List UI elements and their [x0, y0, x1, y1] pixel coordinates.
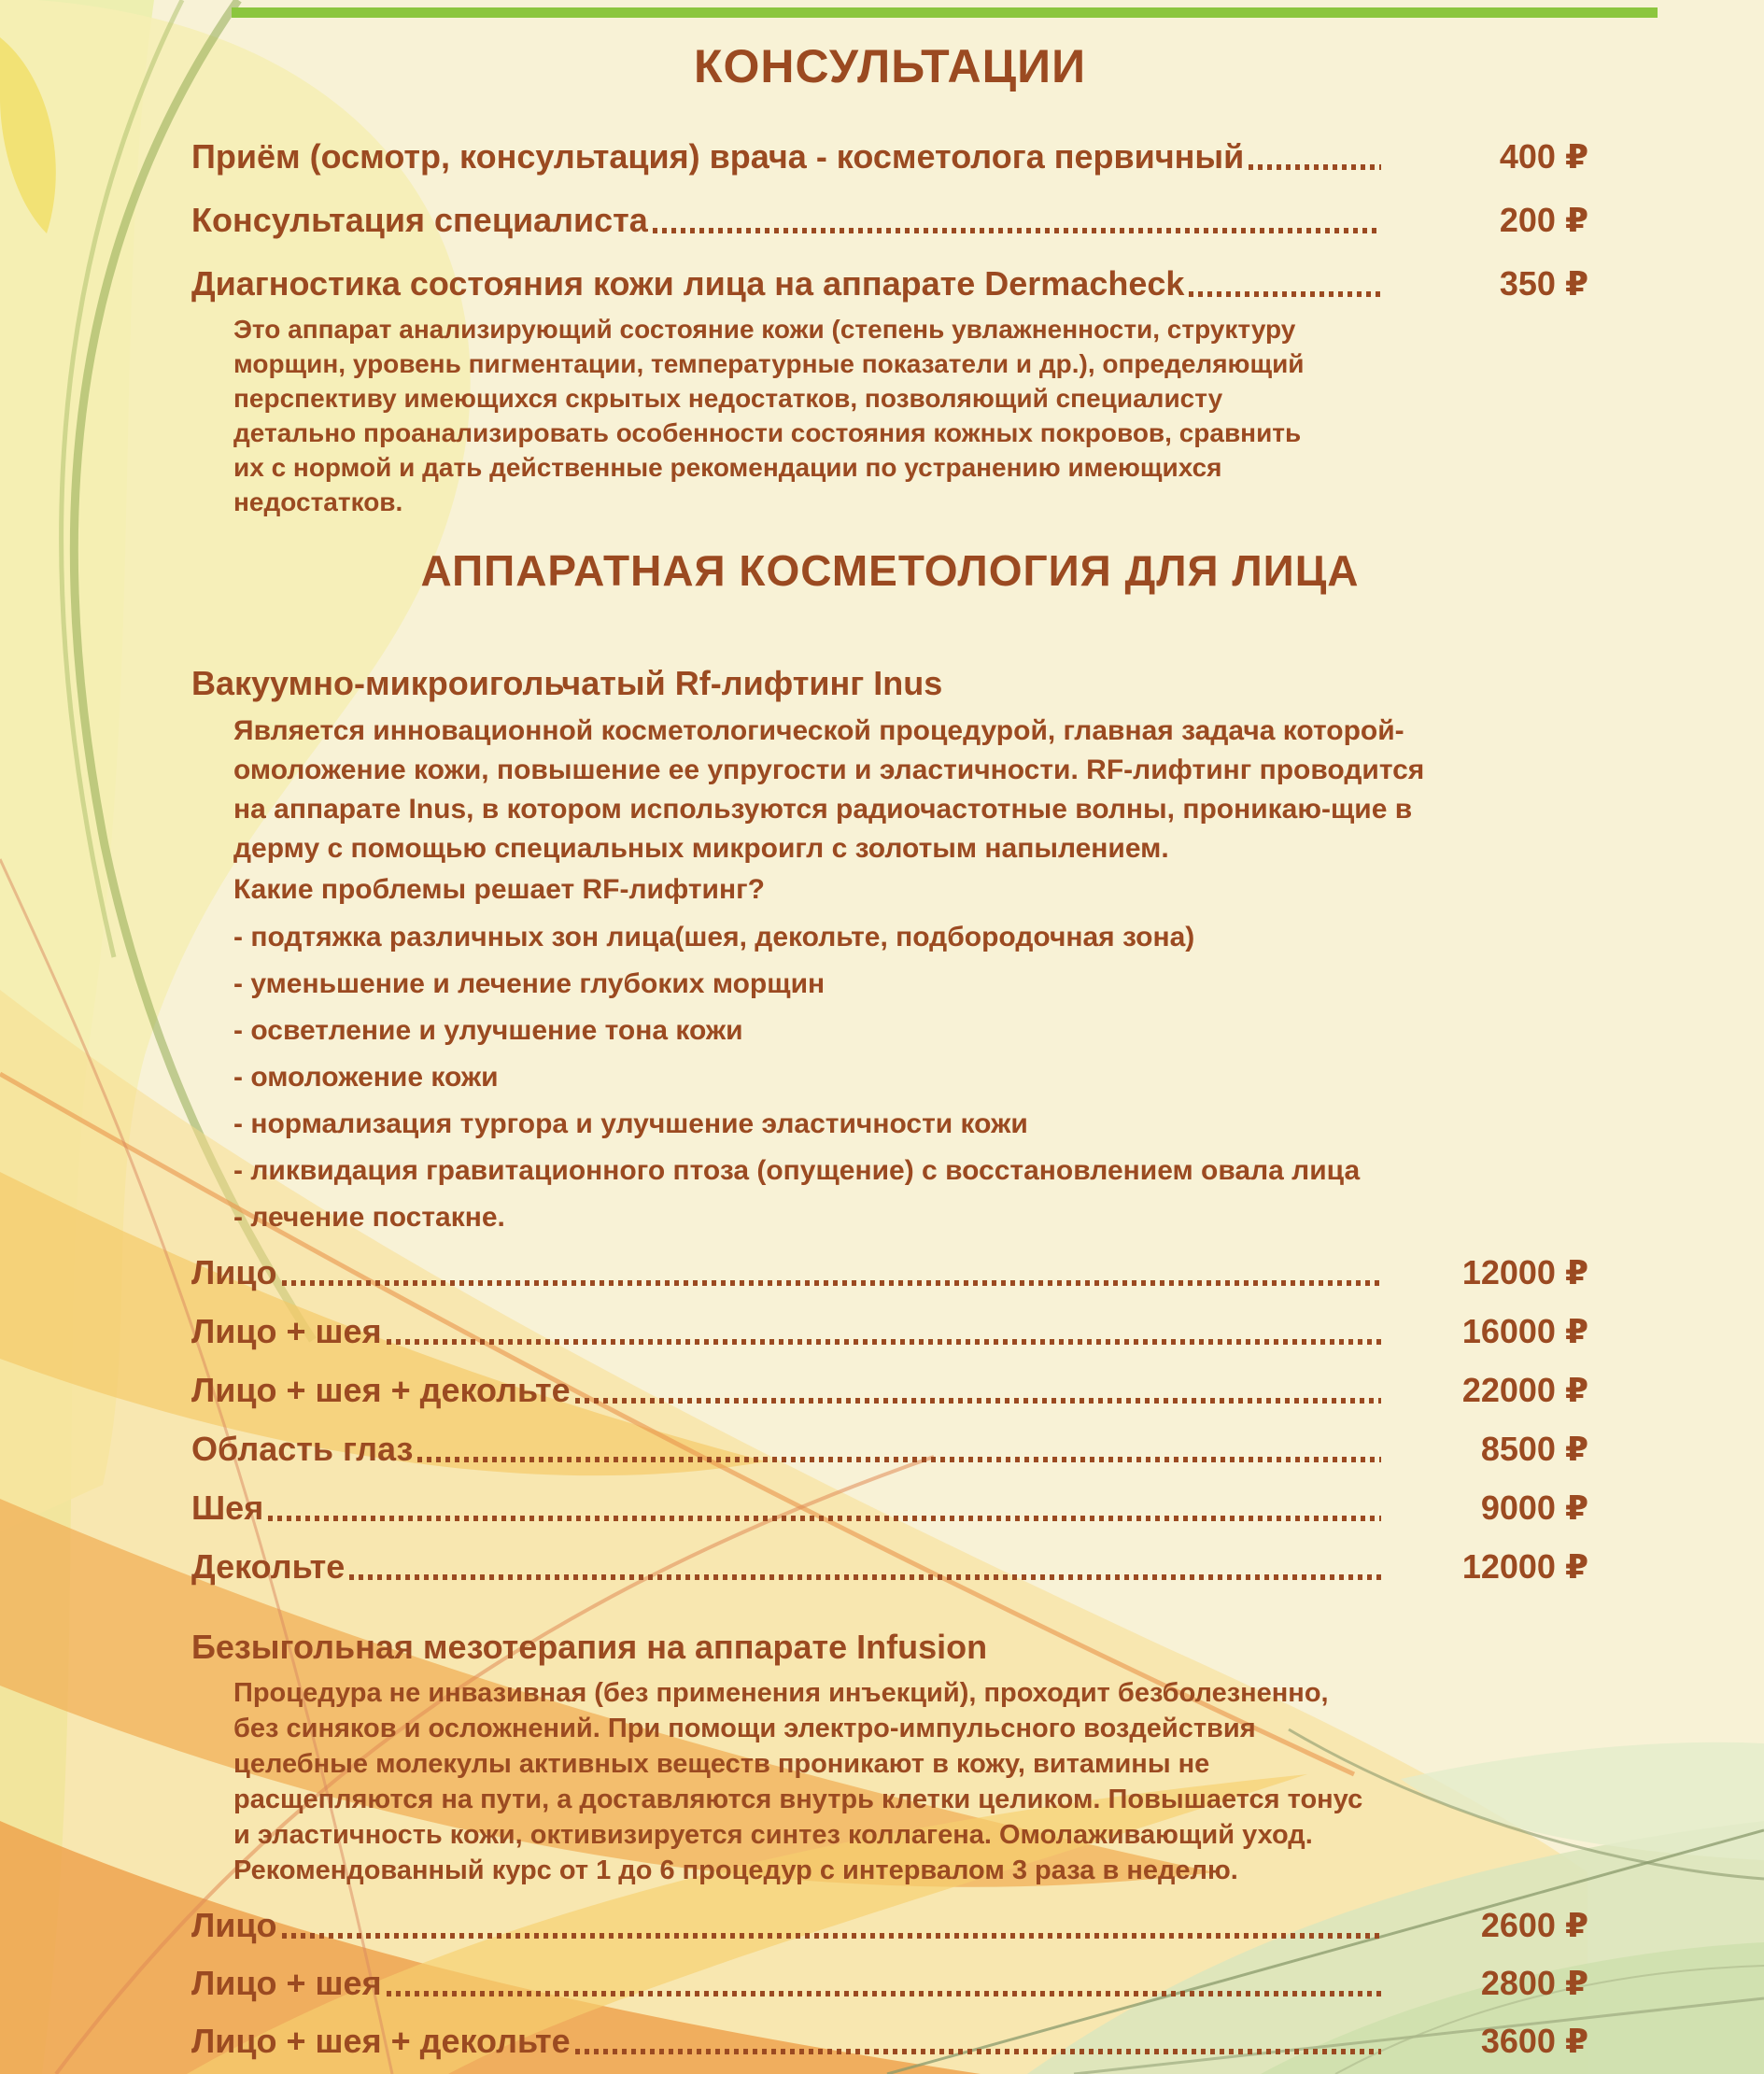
service-label: Лицо + шея + декольте [191, 1371, 571, 1409]
consultations-heading: КОНСУЛЬТАЦИИ [693, 40, 1087, 92]
service-price: 12000 ₽ [1461, 1253, 1588, 1291]
dotted-leader [1189, 291, 1381, 297]
hardware-section-heading: АППАРАТНАЯ КОСМЕТОЛОГИЯ ДЛЯ ЛИЦА [420, 546, 1360, 595]
mesotherapy-title: Безыгольная мезотерапия на аппарате Infusion [191, 1628, 988, 1666]
price-row [191, 1370, 1588, 1411]
rf-problem-item: - нормализация тургора и улучшение эластичности кожи [233, 1108, 1028, 1139]
service-price: 9000 ₽ [1480, 1488, 1588, 1527]
rf-lifting-price-list [191, 1252, 1588, 1587]
service-price: 400 ₽ [1499, 137, 1588, 176]
dotted-leader [653, 228, 1381, 233]
service-label: Консультация специалиста [191, 201, 648, 239]
rf-problem-item: - ликвидация гравитационного птоза (опущение) с восстановлением овала лица [233, 1155, 1361, 1186]
service-label: Лицо [191, 1253, 277, 1291]
service-label: Приём (осмотр, консультация) врача - косметолога первичный [191, 137, 1245, 176]
dotted-leader [575, 1398, 1381, 1404]
rf-lifting-title: Вакуумно-микроигольчатый Rf-лифтинг Inus [191, 664, 943, 702]
rf-lifting-description: Является инновационной косметологической процедурой, главная задача которой- омоложение кожи, повышение ее упругости и эластичности. RF-лифтинг проводится на аппарате Inus, в котором используются радиочастотные волны, проникаю-щие в дерму с помощью специальных микроигл с золотым напылением. [233, 715, 1425, 864]
dotted-leader [349, 1574, 1381, 1580]
service-price: 200 ₽ [1499, 201, 1588, 239]
price-row [191, 263, 1588, 304]
rf-problems-list [233, 921, 1588, 1235]
service-price: 16000 ₽ [1461, 1312, 1588, 1350]
price-row [191, 136, 1588, 177]
service-label: Диагностика состояния кожи лица на аппарате Dermacheck [191, 264, 1185, 303]
mesotherapy-description: Процедура не инвазивная (без применения инъекций), проходит безболезненно, без синяков и осложнений. При помощи электро-импульсного воздействия целебные молекулы активных веществ проникают в кожу, витамины не расщепляются на пути, а доставляются внутрь клетки целиком. Повышается тонус и эластичность кожи, октивизируется синтез коллагена. Омолаживающий уход. Рекомендованный курс от 1 до 6 процедур с интервалом 3 раза в неделю. [233, 1678, 1363, 1885]
service-price: 2600 ₽ [1480, 1906, 1588, 1944]
dotted-leader [387, 1339, 1381, 1345]
service-label: Декольте [191, 1547, 346, 1586]
dotted-leader [282, 1933, 1381, 1939]
consultations-price-list [191, 136, 1588, 304]
price-row [191, 1252, 1588, 1293]
rf-problem-item: - подтяжка различных зон лица(шея, декольте, подбородочная зона) [233, 922, 1195, 952]
rf-problem-item: - уменьшение и лечение глубоких морщин [233, 968, 826, 999]
rf-problem-item: - омоложение кожи [233, 1062, 499, 1093]
rf-problem-item: - лечение постакне. [233, 1202, 505, 1233]
price-row [191, 1963, 1588, 2004]
service-label: Шея [191, 1488, 264, 1527]
dotted-leader [282, 1280, 1381, 1286]
price-row [191, 1488, 1588, 1529]
dotted-leader [1249, 164, 1381, 170]
price-row [191, 1546, 1588, 1587]
price-row [191, 1905, 1588, 1946]
rf-problem-item: - осветление и улучшение тона кожи [233, 1015, 743, 1046]
header-divider-bar [232, 7, 1658, 18]
dotted-leader [417, 1457, 1381, 1462]
dotted-leader [268, 1516, 1381, 1521]
rf-problems-heading: Какие проблемы решает RF-лифтинг? [233, 874, 765, 905]
price-row [191, 200, 1588, 241]
service-label: Область глаз [191, 1430, 414, 1468]
service-price: 22000 ₽ [1461, 1371, 1588, 1409]
service-price: 3600 ₽ [1480, 2022, 1588, 2060]
service-label: Лицо + шея [191, 1964, 382, 2002]
dotted-leader [387, 1991, 1381, 1996]
price-row [191, 1429, 1588, 1470]
service-price: 350 ₽ [1499, 264, 1588, 303]
service-label: Лицо + шея [191, 1312, 382, 1350]
service-label: Лицо [191, 1906, 277, 1944]
price-row [191, 2021, 1588, 2062]
service-label: Лицо + шея + декольте [191, 2022, 571, 2060]
service-price: 12000 ₽ [1461, 1547, 1588, 1586]
service-price: 2800 ₽ [1480, 1964, 1588, 2002]
mesotherapy-price-list [191, 1905, 1588, 2062]
dermacheck-description: Это аппарат анализирующий состояние кожи (степень увлажненности, структуру морщин, уровень пигментации, температурные показатели и др.), определяющий перспективу имеющихся скрытых недостатков, позволяющий специалисту детально проанализировать особенности состояния кожных покровов, сравнить их с нормой и дать действенные рекомендации по устранению имеющихся недостатков. [233, 315, 1305, 516]
dotted-leader [575, 2049, 1381, 2054]
price-row [191, 1311, 1588, 1352]
service-price: 8500 ₽ [1480, 1430, 1588, 1468]
